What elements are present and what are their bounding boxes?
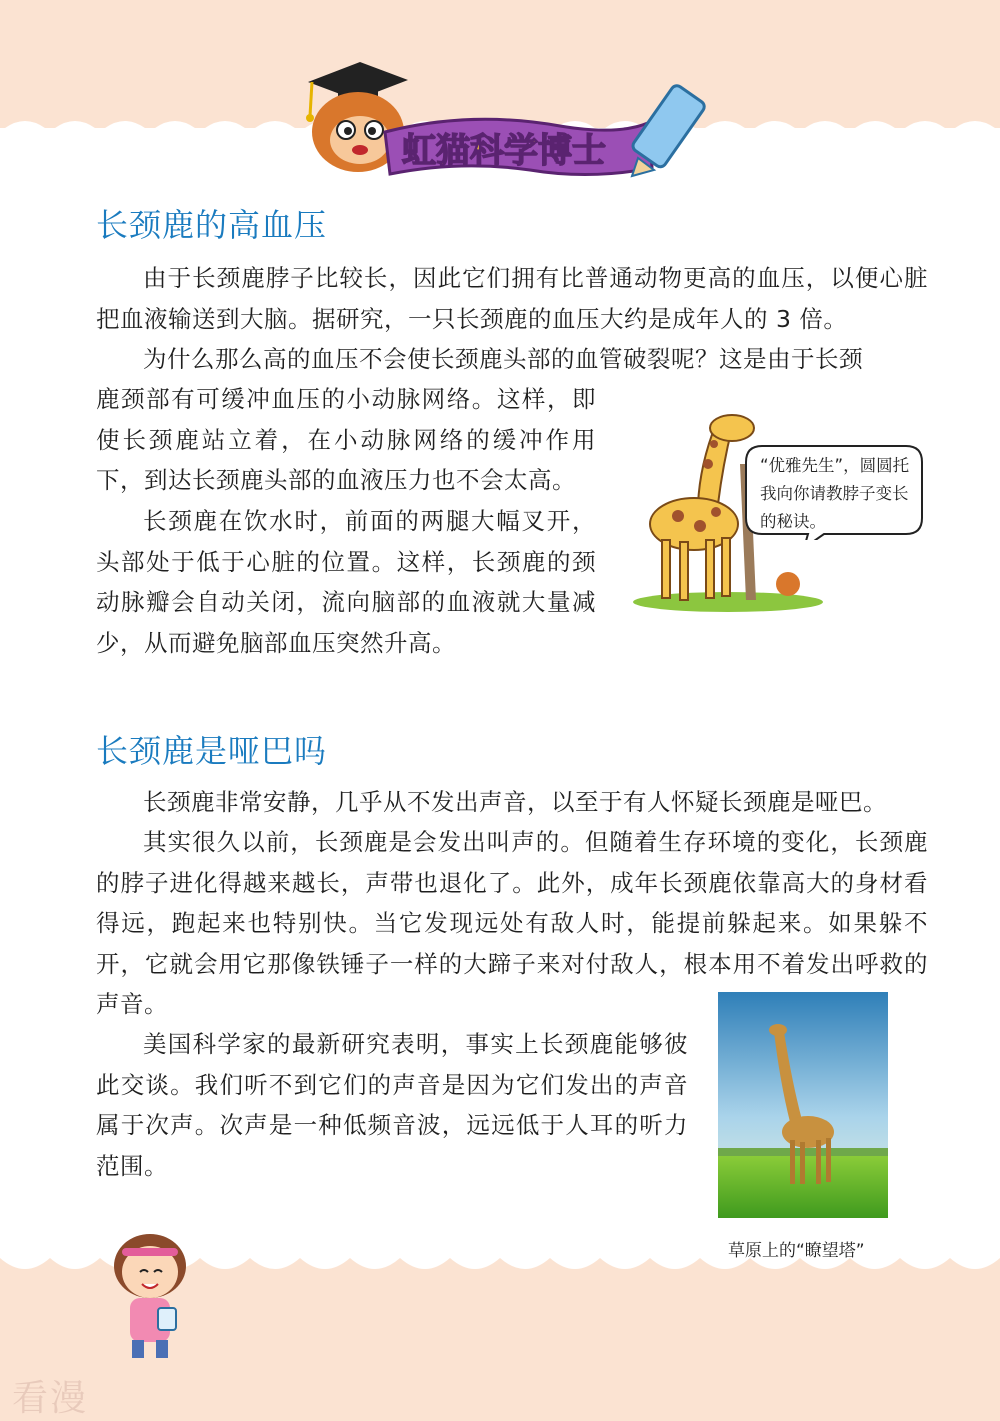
section1-paragraph-2-line-1: 为什么那么高的血压不会使长颈鹿头部的血管破裂呢？这是由于长颈	[143, 345, 863, 373]
logo-text: 虹猫科学博士	[402, 131, 606, 171]
section2-paragraph-3: 美国科学家的最新研究表明，事实上长颈鹿能够彼此交谈。我们听不到它们的声音是因为它们发出的声音属于次声。次声是一种低频音波，远远低于人耳的听力范围。	[96, 1030, 688, 1180]
pencil-icon	[631, 83, 707, 176]
watermark-text: 看漫	[12, 1378, 89, 1419]
section1-title: 长颈鹿的高血压	[96, 206, 328, 244]
speech-bubble-text: “优雅先生”，圆圆托我向你请教脖子变长的秘诀。	[760, 456, 910, 531]
photo-caption: 草原上的“瞭望塔”	[728, 1241, 865, 1261]
cartoon-girl-illustration	[100, 1226, 200, 1366]
giraffe-savanna-photo	[718, 992, 888, 1218]
header-logo	[290, 40, 730, 190]
section1-paragraph-2-rest: 鹿颈部有可缓冲血压的小动脉网络。这样，即使长颈鹿站立着，在小动脉网络的缓冲作用下，到达长颈鹿头部的血液压力也不会太高。	[96, 385, 596, 494]
title-banner	[385, 119, 652, 174]
section2-title: 长颈鹿是哑巴吗	[96, 732, 328, 770]
section1-paragraph-3: 长颈鹿在饮水时，前面的两腿大幅叉开，头部处于低于心脏的位置。这样，长颈鹿的颈动脉瓣会自动关闭，流向脑部的血液就大量减少，从而避免脑部血压突然升高。	[96, 507, 596, 657]
section2-paragraph-2: 其实很久以前，长颈鹿是会发出叫声的。但随着生存环境的变化，长颈鹿的脖子进化得越来越长，声带也退化了。此外，成年长颈鹿依靠高大的身材看得远，跑起来也特别快。当它发现远处有敌人时，能提前躲起来。如果躲不开，它就会用它那像铁锤子一样的大蹄子来对付敌人，根本用不着发出呼救的声音。	[96, 828, 928, 1018]
section2-paragraph-1: 长颈鹿非常安静，几乎从不发出声音，以至于有人怀疑长颈鹿是哑巴。	[143, 788, 887, 816]
section1-paragraph-1: 由于长颈鹿脖子比较长，因此它们拥有比普通动物更高的血压，以便心脏把血液输送到大脑。据研究，一只长颈鹿的血压大约是成年人的 3 倍。	[96, 264, 928, 333]
